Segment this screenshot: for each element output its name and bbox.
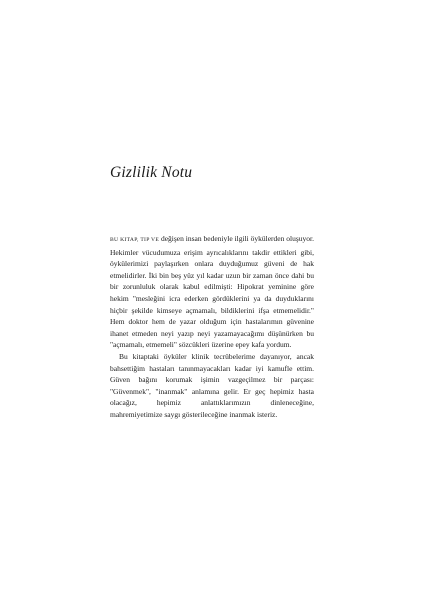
body-text xyxy=(110,233,314,421)
paragraph-1 xyxy=(110,233,314,351)
lead-in-small-caps: BU KITAP, TIP VE xyxy=(110,237,160,243)
page-title: Gizlilik Notu xyxy=(110,164,193,181)
paragraph-1-text: değişen insan bedeniyle ilgili öykülerden oluşuyor. Hekimler vücudumuza erişim ayrıcalıklarını takdir ettikleri gibi, öykülerimizi paylaşırken onlara duyduğumuz güveni de hak etmelidirler. İki bin beş yüz yıl kadar uzun bir zaman önce dahi bu bir zorunluluk olarak kabul edilmişti: Hipokrat yeminine göre hekim "mesleğini icra ederken gördüklerini ya da duyduklarını hiçbir şekilde kimseye açmamalı, bildiklerini ifşa etmemelidir." Hem doktor hem de yazar olduğum için hastalarımın güvenine ihanet etmeden neyi yazıp neyi yazamayacağımı düşünürken bu "açmamalı, etmemeli" sözcükleri üzerine epey kafa yordum. xyxy=(110,234,314,350)
paragraph-2: Bu kitaptaki öyküler klinik tecrübelerime dayanıyor, ancak bahsettiğim hastaları tanınmayacakları kadar iyi kamufle ettim. Güven bağını korumak işimin vazgeçilmez bir parçası: "Güvenmek", "inanmak" anlamına gelir. Er geç hepimiz hasta olacağız, hepimiz anlattıklarımızın dinleneceğine, mahremiyetimize saygı gösterileceğine inanmak isteriz. xyxy=(110,351,314,419)
